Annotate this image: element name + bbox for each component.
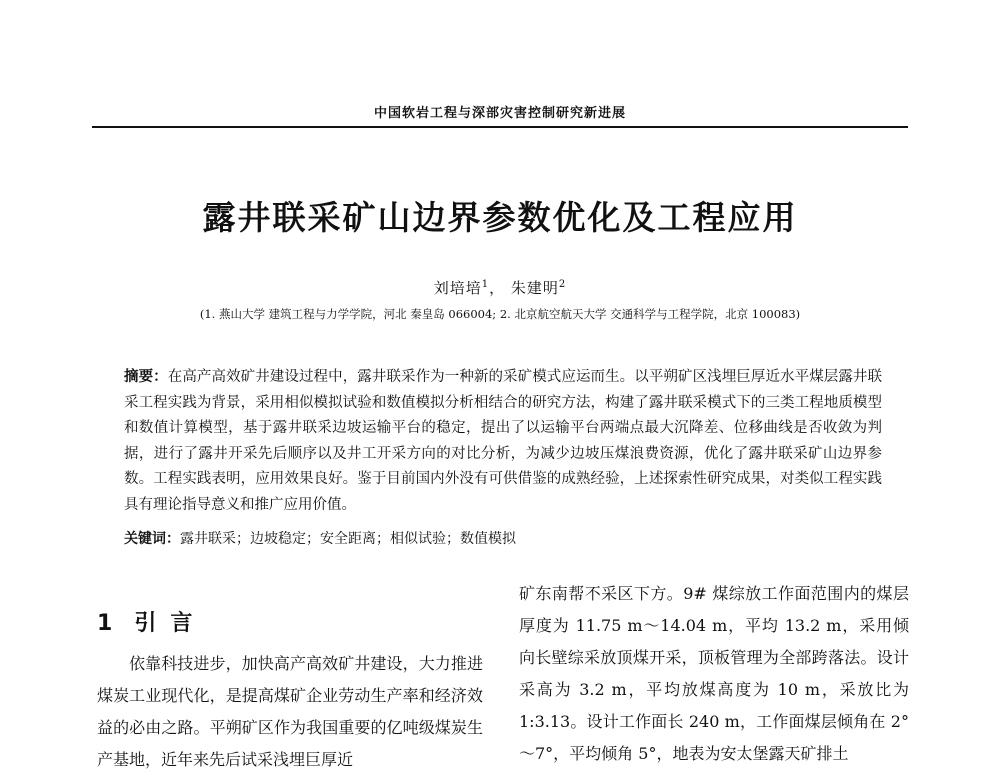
author-affil-mark: 1 [481, 279, 490, 290]
section-title: 引言 [134, 611, 207, 636]
header-rule [92, 126, 908, 128]
author-name: 朱建明 [510, 279, 559, 297]
keywords-label: 关键词： [124, 531, 180, 547]
affiliations: (1. 燕山大学 建筑工程与力学学院，河北 秦皇岛 066004; 2. 北京航空航天大学 交通科学与工程学院，北京 100083) [199, 307, 801, 321]
abstract-text: 在高产高效矿井建设过程中，露井联采作为一种新的采矿模式应运而生。以平朔矿区浅埋巨厚近水平煤层露井联采工程实践为背景，采用相似模拟试验和数值模拟分析相结合的研究方法，构建了露井联采模式下的三类工程地质模型和数值计算模型，基于露井联采边坡运输平台的稳定，提出了以运输平台两端点最大沉降差、位移曲线是否收敛为判据，进行了露井开采先后顺序以及井工开采方向的对比分析，为减少边坡压煤浪费资源，优化了露井联采矿山边界参数。工程实践表明，应用效果良好。鉴于目前国内外没有可供借鉴的成熟经验，上述探索性研究成果，对类似工程实践具有理论指导意义和推广应用价值。 [124, 369, 883, 513]
paper-title: 露井联采矿山边界参数优化及工程应用 [202, 198, 798, 237]
running-header: 中国软岩工程与深部灾害控制研究新进展 [373, 106, 626, 121]
author-line [0, 277, 1000, 298]
author-name: 刘培培 [433, 279, 482, 297]
abstract [124, 365, 882, 518]
body-right-column: 矿东南帮不采区下方。9# 煤综放工作面范围内的煤层厚度为 11.75 m～14.04 m，平均 13.2 m，采用倾向长壁综采放顶煤开采，顶板管理为全部跨落法。设计采高为 3.2 m，平均放煤高度为 10 m，采放比为 1:3.13。设计工作面长 240 m，工作面煤层倾角在 2°～7°，平均倾角 5°，地表为安太堡露天矿排土 [519, 584, 909, 763]
section-number: 1 [97, 611, 113, 636]
keywords-text: 露井联采；边坡稳定；安全距离；相似试验；数值模拟 [180, 531, 516, 547]
abstract-label: 摘要： [124, 369, 168, 385]
author-separator: ， [489, 279, 506, 297]
keywords [124, 528, 882, 548]
author-affil-mark: 2 [558, 279, 567, 290]
body-left-column: 依靠科技进步，加快高产高效矿井建设，大力推进煤炭工业现代化，是提高煤矿企业劳动生产率和经济效益的必由之路。平朔矿区作为我国重要的亿吨级煤炭生产基地，近年来先后试采浅埋巨厚近 [97, 654, 483, 769]
section-heading [97, 606, 206, 637]
